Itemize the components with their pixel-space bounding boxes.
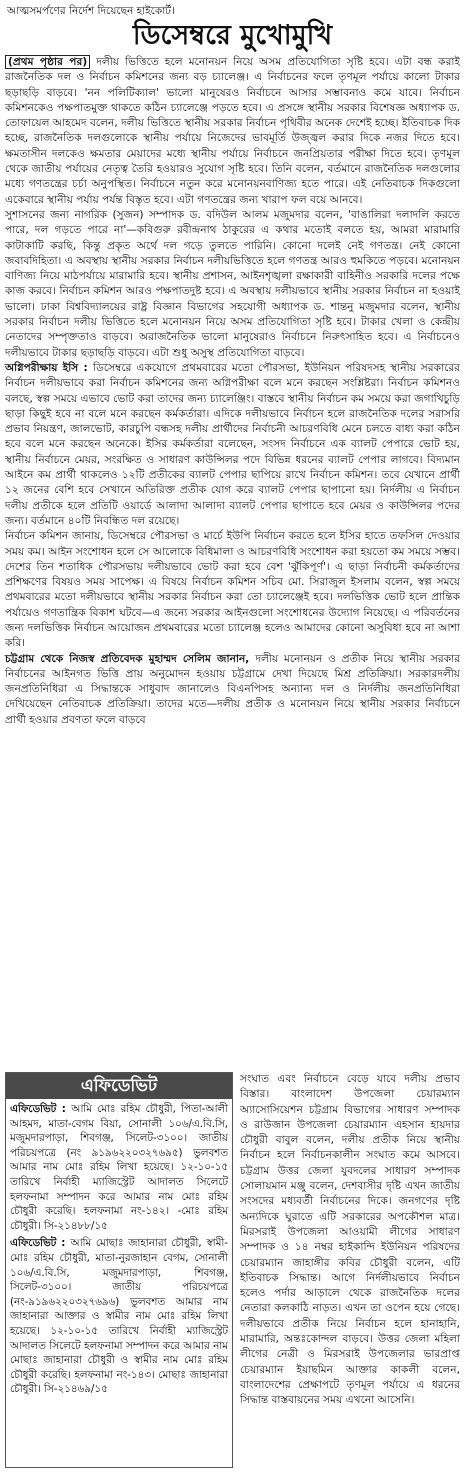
headline: ডিসেম্বরে মুখোমুখি (132, 20, 333, 51)
kicker-line: আত্মসমর্পণের নির্দেশ দিয়েছেন হাইকোর্ট। (7, 5, 175, 17)
affidavit-entry: এফিডেভিট : আমি মোছাঃ জাহানারা চৌধুরী, স্বামী-মোঃ রহিম চৌধুরী, মাতা-নুরজাহান বেগম, সোনালী ১০৬/এ.বি.সি, মজুমদারপাড়া, শিবগঞ্জ, সিলেট-৩১০০। জাতীয় পরিচয়পত্রে (নং-৯১৯৬২২০৩২৭৬৯৬) ভুলবশত আমার নাম জাহানারা আক্তার ও স্বামীর নাম মোঃ রহিম লিখা হয়েছে। ১২-১০-১৫ তারিখে নির্বাহী ম্যাজিস্ট্রেট আদালত সিলেটে হলফনামা সম্পাদন করে আমার নাম মোছাঃ জাহানারা চৌধুরী ও স্বামীর নাম মোঃ রহিম চৌধুরী করেছি। হলফনামা নং-১৪৩। মোছাঃ জাহানারা চৌধুরী। সি-২১৪৬৯/১৫ (10, 1237, 228, 1396)
section-chittagong-lead: চট্টগ্রাম থেকে নিজস্ব প্রতিবেদক মুহাম্মদ সেলিম জানান, (5, 652, 256, 665)
article-paragraph-ec: নির্বাচন কমিশন জানায়, ডিসেম্বরে পৌরসভা ও মার্চে ইউপি নির্বাচন করতে হলে ইসির হাতে তফসিল দেওয়ার সময় কম। আইন সংশোধন হলে সে আলোকে বিধিমালা ও আচরণবিধি সংশোধন করা হয়তো কম সময়ে সম্ভব। দেশের তিন শতাধিক পৌরসভায় দলীয়ভাবে ভোট করা হবে বেশ 'ঝুঁকিপূর্ণ'। এ ছাড়া নির্বাচনী কর্মকর্তাদের প্রশিক্ষণের বিষয়ও সময় সাপেক্ষ। এ বিষয়ে নির্বাচন কমিশন সচিব মো. সিরাজুল ইসলাম বলেন, স্বল্প সময়ে প্রথমবারের মতো দলীয়ভাবে স্থানীয় সরকার নির্বাচন করা তো চ্যালেঞ্জেই হবে। দলভিত্তিক ভোট হলে প্রান্তিক পর্যায়েও গণতান্ত্রিক বিকাশ ঘটবে—এ জন্যে সরকার আইনগুলো সংশোধনের উদ্যোগ নিয়েছে। এ পরিবর্তনের জন্য দলভিত্তিক নির্বাচন আয়োজন প্রথমবারের মতো চ্যালেঞ্জ হলেও আমাদের কোনো অসুবিধা হবে না আশা করি। (5, 530, 460, 650)
article-paragraph-1: (প্রথম পৃষ্ঠার পর) দলীয় ভিত্তিতে হলে মনোনয়ন নিয়ে অসম প্রতিযোগিতা সৃষ্টি হবে। এটা বন্ধ করাই রাজনৈতিক দল ও নির্বাচন কমিশনের জন্য বড় চ্যালেঞ্জ। এ নির্বাচনের ফলে তৃণমূল পর্যায়ে কালো টাকার ছড়াছড়ি বাড়বে। 'নন পলিটিক্যাল' ভালো মানুষেরও নির্বাচনে আসার সম্ভাবনাও কমে যাবে। নির্বাচন কমিশনকেও পক্ষপাতমুক্ত থাকতে কঠিন চ্যালেঞ্জে পড়তে হবে। এ প্রসঙ্গে স্থানীয় সরকার বিশেষজ্ঞ অধ্যাপক ড. তোফায়েল আহমেদ বলেন, দলীয় ভিত্তিতে স্থানীয় সরকার নির্বাচন পৃথিবীর অনেক দেশেই হচ্ছে। ইতিবাচক দিক হচ্ছে, রাজনৈতিক দলগুলোকে স্থানীয় পর্যায়ে নিজেদের ভাবমূর্তি উজ্জ্বল করার দিকে নজর দিতে হবে। ক্ষমতাসীন দলকেও ক্ষমতার মেয়াদের মধ্যে স্থানীয় পর্যায়ে নির্বাচনে জনপ্রিয়তার পরীক্ষা দিতে হবে। তৃণমূল থেকে জাতীয় পর্যায়ের নেতৃত্ব তৈরি হওয়ারও সুযোগ সৃষ্টি হবে। তিনি বলেন, বর্তমানে রাজনৈতিক দলগুলোর মধ্যে গণতন্ত্রের চর্চা অনুপস্থিত। নির্বাচনে নতুন করে মনোনয়নবাণিজ্য হতে পারে। এই নেতিবাচক দিকগুলো একেবারে স্থানীয় পর্যায় পর্যন্ত বিস্তৃত হবে। এটা গণতন্ত্রের জন্য খারাপ ফল বয়ে আনবে। (5, 56, 460, 206)
lower-section (5, 1072, 460, 1470)
affidavit-entry: এফিডেভিট : আমি মোঃ রহিম চৌধুরী, পিতা-আলী আহমদ, মাতা-বেগম বিয়া, সোনালী ১০৬/এ.বি.সি, মজুমদারপাড়া, শিবগঞ্জ, সিলেট-৩১০০। জাতীয় পরিচয়পত্রে (নং ৯১৯৬২২০৩২৭৬৯৫) ভুলবশত আমার নাম মোঃ রহিম লিখা হয়েছে। ১২-১০-১৫ তারিখে নির্বাহী ম্যাজিস্ট্রেট আদালত সিলেটে হলফনামা সম্পাদন করে আমার নাম মোঃ রহিম চৌধুরী করেছি। হলফনামা নং-১৪২। -মোঃ রহিম চৌধুরী। সি-২১৪৮৮/১৫ (10, 1103, 228, 1232)
affidavit-box (5, 1072, 233, 1468)
affidavit-body (6, 1099, 232, 1403)
section-fire-lead: অগ্নিপরীক্ষায় ইসি : (5, 361, 94, 374)
article-continuation: সংঘাত এবং নির্বাচনে বেড়ে যাবে দলীয় প্রভাব বিস্তার। বাংলাদেশ উপজেলা চেয়ারম্যান অ্যাসোসিয়েশন চট্টগ্রাম বিভাগের সাধারণ সম্পাদক ও রাউজান উপজেলা চেয়ারম্যান এহসান হায়দার চৌধুরী বাবুল বলেন, দলীয় প্রতীক নিয়ে স্থানীয় নির্বাচন হলে নির্বাচনকালীন সংঘাত কমে আসবে। চট্টগ্রাম উত্তর জেলা যুবদলের সাধারণ সম্পাদক সোলায়মান মঞ্জু বলেন, দেশবাসীর দৃষ্টি এখন জাতীয় সংসদের মধ্যবর্তী নির্বাচনের দিকে। জনগণের দৃষ্টি অন্যদিকে ঘুরাতে এটি সরকারের অপকৌশল মাত্র। মিরসরাই উপজেলা আওয়ামী লীগের সাধারণ সম্পাদক ও ১৪ নম্বর হাইকান্দি ইউনিয়ন পরিষদের চেয়ারম্যান জাহাঙ্গীর কবির চৌধুরী বলেন, এটি ইতিবাচক সিদ্ধান্ত। আগে নির্দলীয়ভাবে নির্বাচন হলেও পর্দার আড়ালে থেকে রাজনৈতিক দলের নেতারা কলকাঠি নাড়ত। এখন তা ওপেন হয়ে গেছে। দলীয়ভাবে প্রতীক নিয়ে নির্বাচন হলে হানাহানি, মারামারি, অন্তঃকোন্দল বাড়বে। উত্তর জেলা মহিলা লীগের নেত্রী ও মিরসরাই উপজেলার ভারপ্রাপ্ত চেয়ারম্যান ইয়াছমিন আক্তার কাকলী বলেন, বাংলাদেশের প্রেক্ষাপটে তৃণমূল পর্যায়ে এ ধরনের সিদ্ধান্ত বাস্তবায়নের সময় এখনো আসেনি। (240, 1073, 460, 1407)
article-paragraph-2: সুশাসনের জন্য নাগরিক (সুজন) সম্পাদক ড. বদিউল আলম মজুমদার বলেন, 'বাঙালিরা দলাদলি করতে পারে, দল গড়তে পারে না'—কবিগুরু রবীন্দ্রনাথ ঠাকুরের এ কথার মতোই বলতে হয়, আমরা মারামারি কাটাকাটি করছি, কিন্তু প্রকৃত অর্থে দল গড়ে তুলতে পারিনি। কোনো দলেই নেই গণতন্ত্র। নেই কোনো জবাবদিহিতা। এ অবস্থায় স্থানীয় সরকার নির্বাচন দলীয়ভিত্তিতে হলে গণতন্ত্র আরও হুমকিতে পড়বে। মনোনয়ন বাণিজ্য নিয়ে মাঠপর্যায়ে মারামারি হবে। স্থানীয় প্রশাসন, আইনশৃঙ্খলা রক্ষাকারী বাহিনীও সরকারি দলের পক্ষে কাজ করবে। নির্বাচন কমিশন আরও পক্ষপাতদুষ্ট হবে। এ অবস্থায় দলীয়ভাবে স্থানীয় সরকার নির্বাচন না হওয়াই ভালো। ঢাকা বিশ্ববিদ্যালয়ের রাষ্ট্র বিজ্ঞান বিভাগের সহযোগী অধ্যাপক ড. শান্তনু মজুমদার বলেন, স্থানীয় সরকার নির্বাচন দলীয় ভিত্তিতে হলে মনোনয়ন নিয়ে অসম প্রতিযোগিতা সৃষ্টি হবে। টাকার খেলা ও কেন্দ্রীয় নেতাদের সম্পৃক্ততাও বাড়বে। অরাজনৈতিক ভালো মানুষেরাও নির্বাচনে নিরুৎসাহিত হবে। এ নির্বাচনেও দলীয়ভাবে টাকার ছড়াছড়ি বাড়বে। এটা শুধু অসুস্থ প্রতিযোগিতা বাড়বে। (5, 208, 460, 359)
section-fire-test: অগ্নিপরীক্ষায় ইসি : ডিসেম্বরে একযোগে প্রথমবারের মতো পৌরসভা, ইউনিয়ন পরিষদসহ স্থানীয় সরকারের নির্বাচন দলীয়ভাবে করা নির্বাচন কমিশনের জন্য অগ্নিপরীক্ষা বলে মনে করছেন সংশ্লিষ্টরা। নির্বাচন কমিশনও বলছে, স্বল্প সময়ে এভাবে ভোট করা তাদের জন্য চ্যালেঞ্জিং। বাস্তবে স্থানীয় নির্বাচন কম সময়ে করা জগাখিচুড়ি ছাড়া কিছুই হবে না বলে মনে করছেন কর্মকর্তারা। এদিকে দলীয়ভাবে নির্বাচন হলে রাজনৈতিক দলের সরাসরি প্রভাব নিয়ন্ত্রণ, জালভোট, কারচুপি বন্ধসহ দলীয় প্রার্থীদের নির্বাচনী আচরণবিধি মেনে চলতে বাধ্য করা কঠিন হবে বলে মনে করছেন অনেকে। ইসির কর্মকর্তারা বলেছেন, সংসদ নির্বাচনে এক ব্যালট পেপারে ভোট হয়, স্থানীয় নির্বাচনে মেয়র, সংরক্ষিত ও সাধারণ কাউন্সিলর পদে বিভিন্ন ধরনের ব্যালট পেপার লাগবে। বিদ্যমান আইনে কম প্রার্থী থাকলেও ১২টি প্রতীকের ব্যালট পেপার ছাপিয়ে রাখে নির্বাচন কমিশন। তবে যেখানে প্রার্থী ১২ জনের বেশি হবে সেখানে অতিরিক্ত প্রতীক যোগ করে ব্যালট পেপার ছাপানো হয়। নির্দলীয় এ নির্বাচন দলীয় প্রতীকে হলে প্রতিটি ওয়ার্ডে আলাদা আলাদা ব্যালট পেপার ছাপাতে হবে মেয়র ও কাউন্সিলর পদের জন্য। বর্তমানে ৪০টি নিবন্ধিত দল রয়েছে। (5, 361, 461, 527)
affidavit-title: এফিডেভিট (6, 1073, 232, 1099)
article-right-column (240, 1072, 460, 1409)
section-chittagong: চট্টগ্রাম থেকে নিজস্ব প্রতিবেদক মুহাম্মদ সেলিম জানান, দলীয় মনোনয়ন ও প্রতীক নিয়ে স্থানীয় সরকার নির্বাচনের আইনগত ভিত্তি প্রায় অনুমোদন হওয়ায় চট্টগ্রামে দেখা দিয়েছে মিশ্র প্রতিক্রিয়া। সরকারদলীয় জনপ্রতিনিধিরা এ সিদ্ধান্তকে সাধুবাদ জানালেও বিএনপিসহ অন্যান্য দল ও নির্দলীয় জনপ্রতিনিধিরা দেখিয়েছেন নেতিবাচক প্রতিক্রিয়া। তাদের মতে—দলীয় প্রতীক ও মনোনয়ন নিয়ে স্থানীয় সরকার নির্বাচনে প্রার্থী হওয়ার প্রবণতা ফলে বাড়বে (5, 652, 461, 726)
jump-label: (প্রথম পৃষ্ঠার পর) (5, 55, 90, 69)
